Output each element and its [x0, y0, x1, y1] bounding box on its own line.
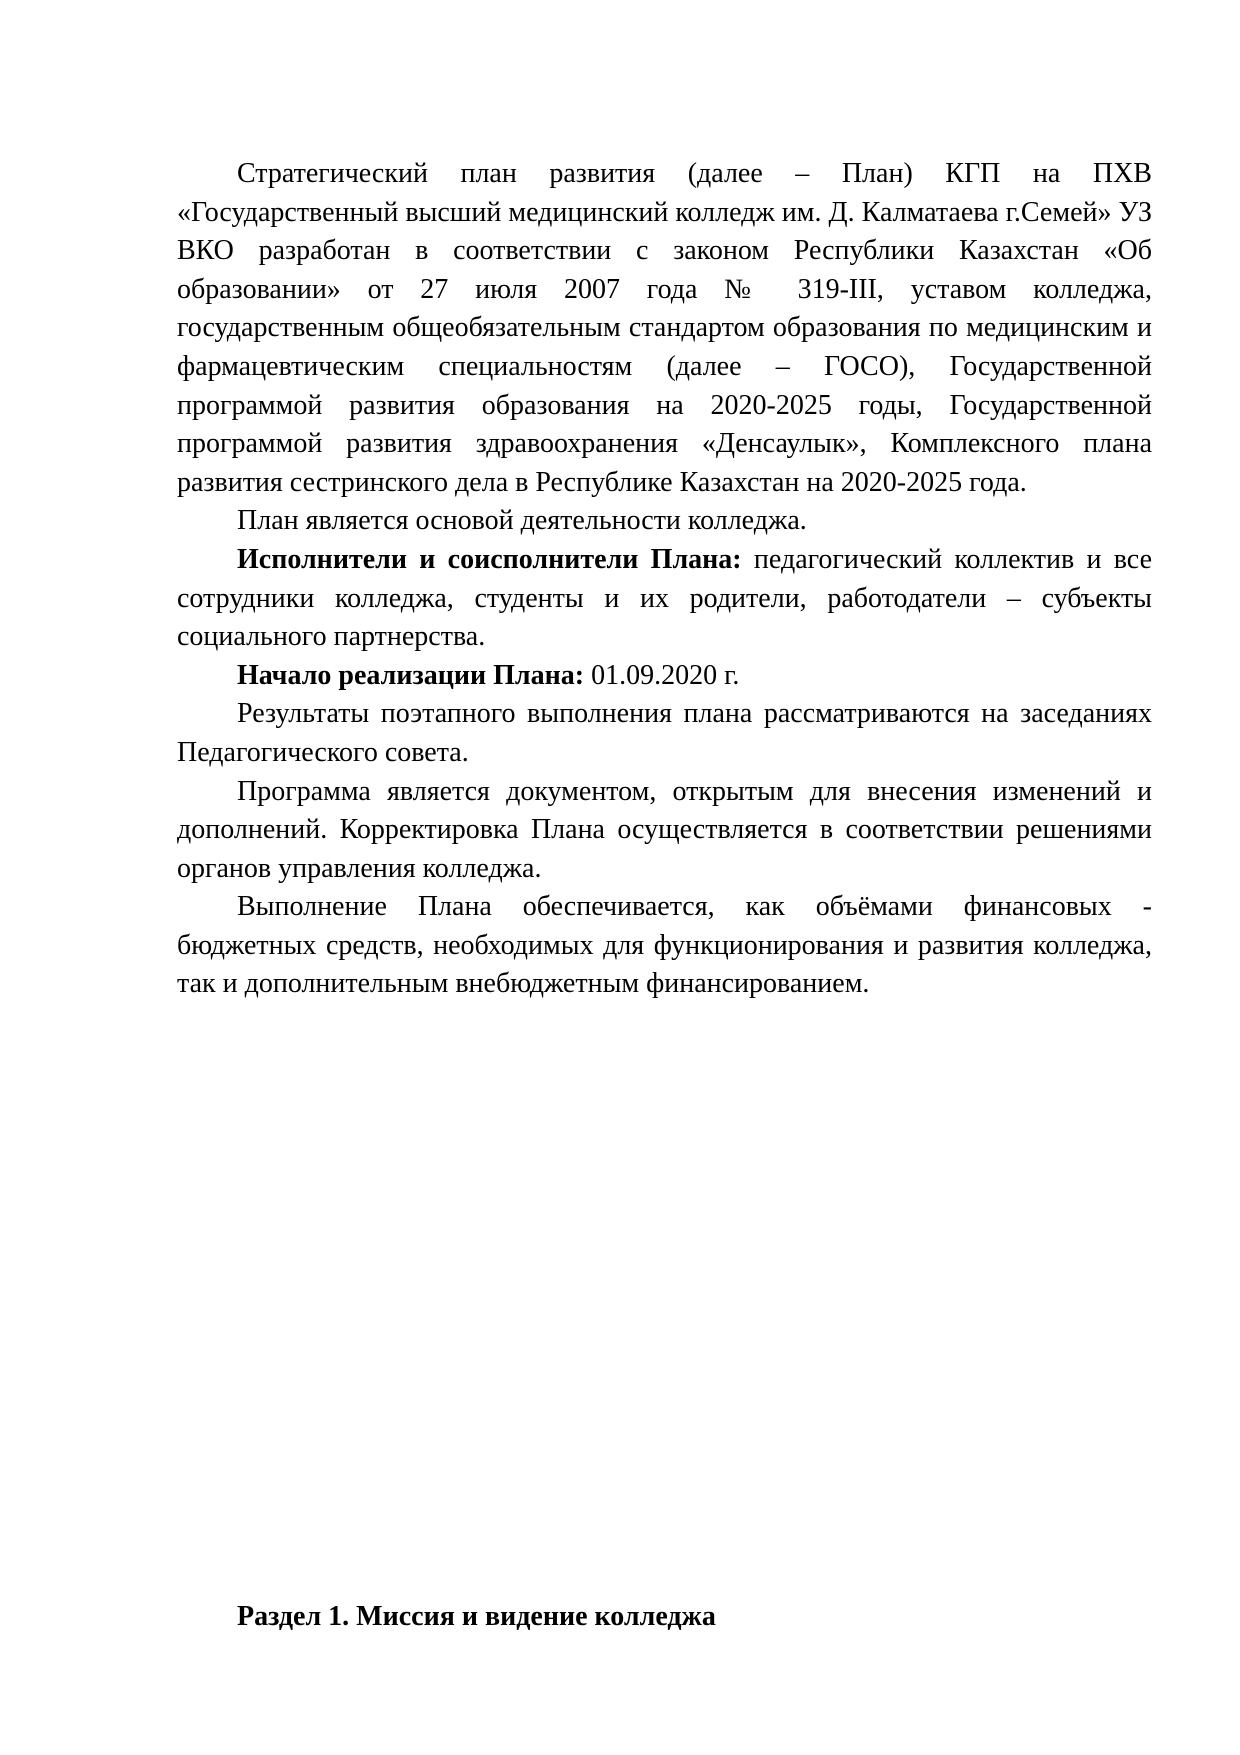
document-body — [177, 155, 1152, 1004]
paragraph-lead: Исполнители и соисполнители Плана: — [237, 543, 742, 575]
paragraph-plan-foundation — [177, 502, 1152, 541]
paragraph-text: Программа является документом, открытым для внесения изменений и дополнений. Корректировка Плана осуществляется в соответствии решениями органов управления колледжа. — [177, 775, 1152, 884]
section-heading: Раздел 1. Миссия и видение колледжа — [237, 1601, 716, 1632]
paragraph-text: педагогический коллектив и все сотрудники колледжа, студенты и их родители, работодатели – субъекты социального партнерства. — [177, 543, 1153, 653]
paragraph-plan-basis — [177, 155, 1152, 502]
paragraph-results — [177, 695, 1152, 772]
paragraph-funding — [177, 888, 1152, 1004]
paragraph-executors — [177, 541, 1152, 657]
paragraph-start-date — [177, 657, 1152, 696]
paragraph-text: План является основой деятельности колледжа. — [237, 505, 807, 537]
paragraph-text: 01.09.2020 г. — [584, 659, 740, 691]
paragraph-text: Стратегический план развития (далее – План) КГП на ПХВ «Государственный высший медицинский колледж им. Д. Калматаева г.Семей» УЗ ВКО разработан в соответствии с законом Республики Казахстан «Об образовании» от 27 июля 2007 года № 319-III, уставом колледжа, государственным общеобязательным стандартом образования по медицинским и фармацевтическим специальностям (далее – ГОСО), Государственной программой развития образования на 2020-2025 годы, Государственной программой развития здравоохранения «Денсаулык», Комплексного плана развития сестринского дела в Республике Казахстан на 2020-2025 года. — [177, 158, 1152, 498]
paragraph-text: Результаты поэтапного выполнения плана рассматриваются на заседаниях Педагогического совета. — [177, 698, 1152, 768]
paragraph-text: Выполнение Плана обеспечивается, как объёмами финансовых - бюджетных средств, необходимых для функционирования и развития колледжа, так и дополнительным внебюджетным финансированием. — [177, 891, 1152, 1000]
paragraph-program-changes — [177, 773, 1152, 889]
paragraph-lead: Начало реализации Плана: — [237, 659, 585, 691]
